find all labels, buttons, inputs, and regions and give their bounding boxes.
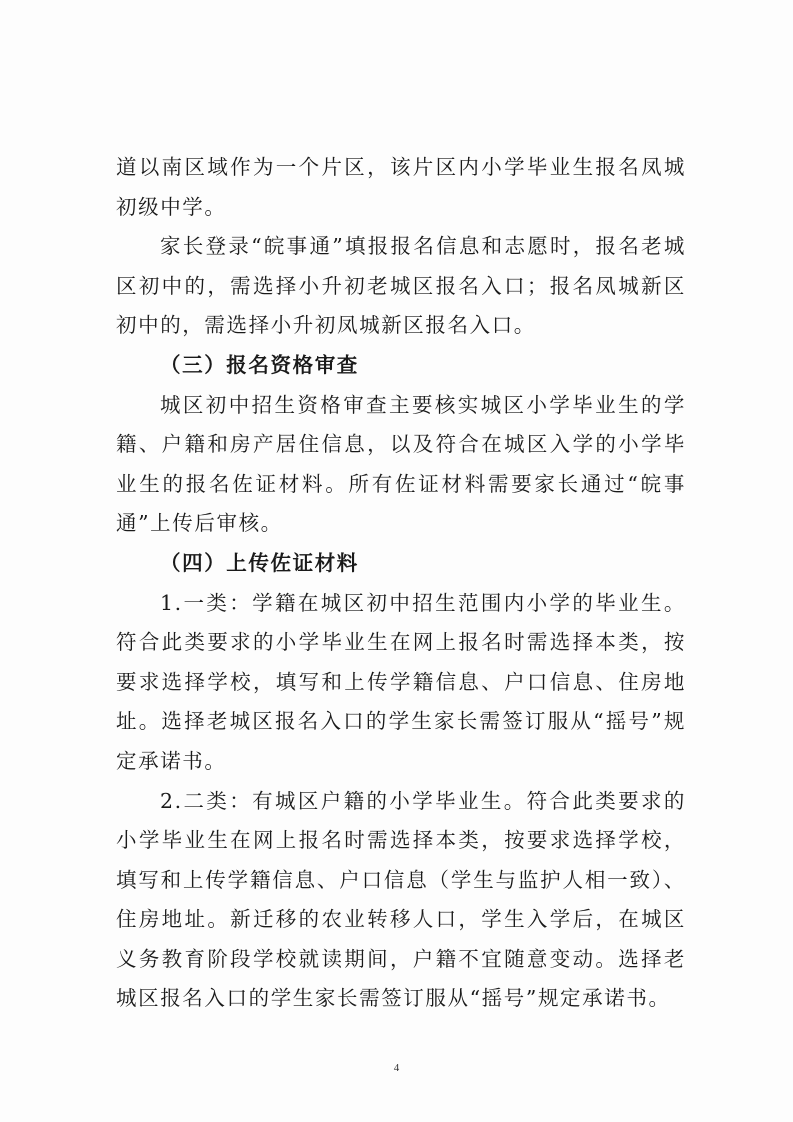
paragraph-login-instructions: 家长登录“皖事通”填报报名信息和志愿时，报名老城区初中的，需选择小升初老城区报名入口；报名凤城新区初中的，需选择小升初凤城新区报名入口。 [116, 234, 686, 338]
paragraph-eligibility-review: 城区初中招生资格审查主要核实城区小学毕业生的学籍、户籍和房产居住信息，以及符合在城区入学的小学毕业生的报名佐证材料。所有佐证材料需要家长通过“皖事通”上传后审核。 [116, 392, 686, 536]
document-body [116, 148, 686, 1019]
paragraph-continuation: 道以南区域作为一个片区，该片区内小学毕业生报名凤城初级中学。 [116, 155, 686, 219]
section-heading-3: （三）报名资格审查 [160, 352, 359, 377]
section-heading-4: （四）上传佐证材料 [160, 550, 359, 575]
paragraph-category-2: 2.二类：有城区户籍的小学毕业生。符合此类要求的小学毕业生在网上报名时需选择本类，按要求选择学校，填写和上传学籍信息、户口信息（学生与监护人相一致）、住房地址。新迁移的农业转移人口，学生入学后，在城区义务教育阶段学校就读期间，户籍不宜随意变动。选择老城区报名入口的学生家长需签订服从“摇号”规定承诺书。 [116, 788, 686, 1011]
page-number: 4 [393, 1062, 400, 1074]
paragraph-category-1: 1.一类：学籍在城区初中招生范围内小学的毕业生。符合此类要求的小学毕业生在网上报名时需选择本类，按要求选择学校，填写和上传学籍信息、户口信息、住房地址。选择老城区报名入口的学生家长需签订服从“摇号”规定承诺书。 [116, 590, 686, 773]
